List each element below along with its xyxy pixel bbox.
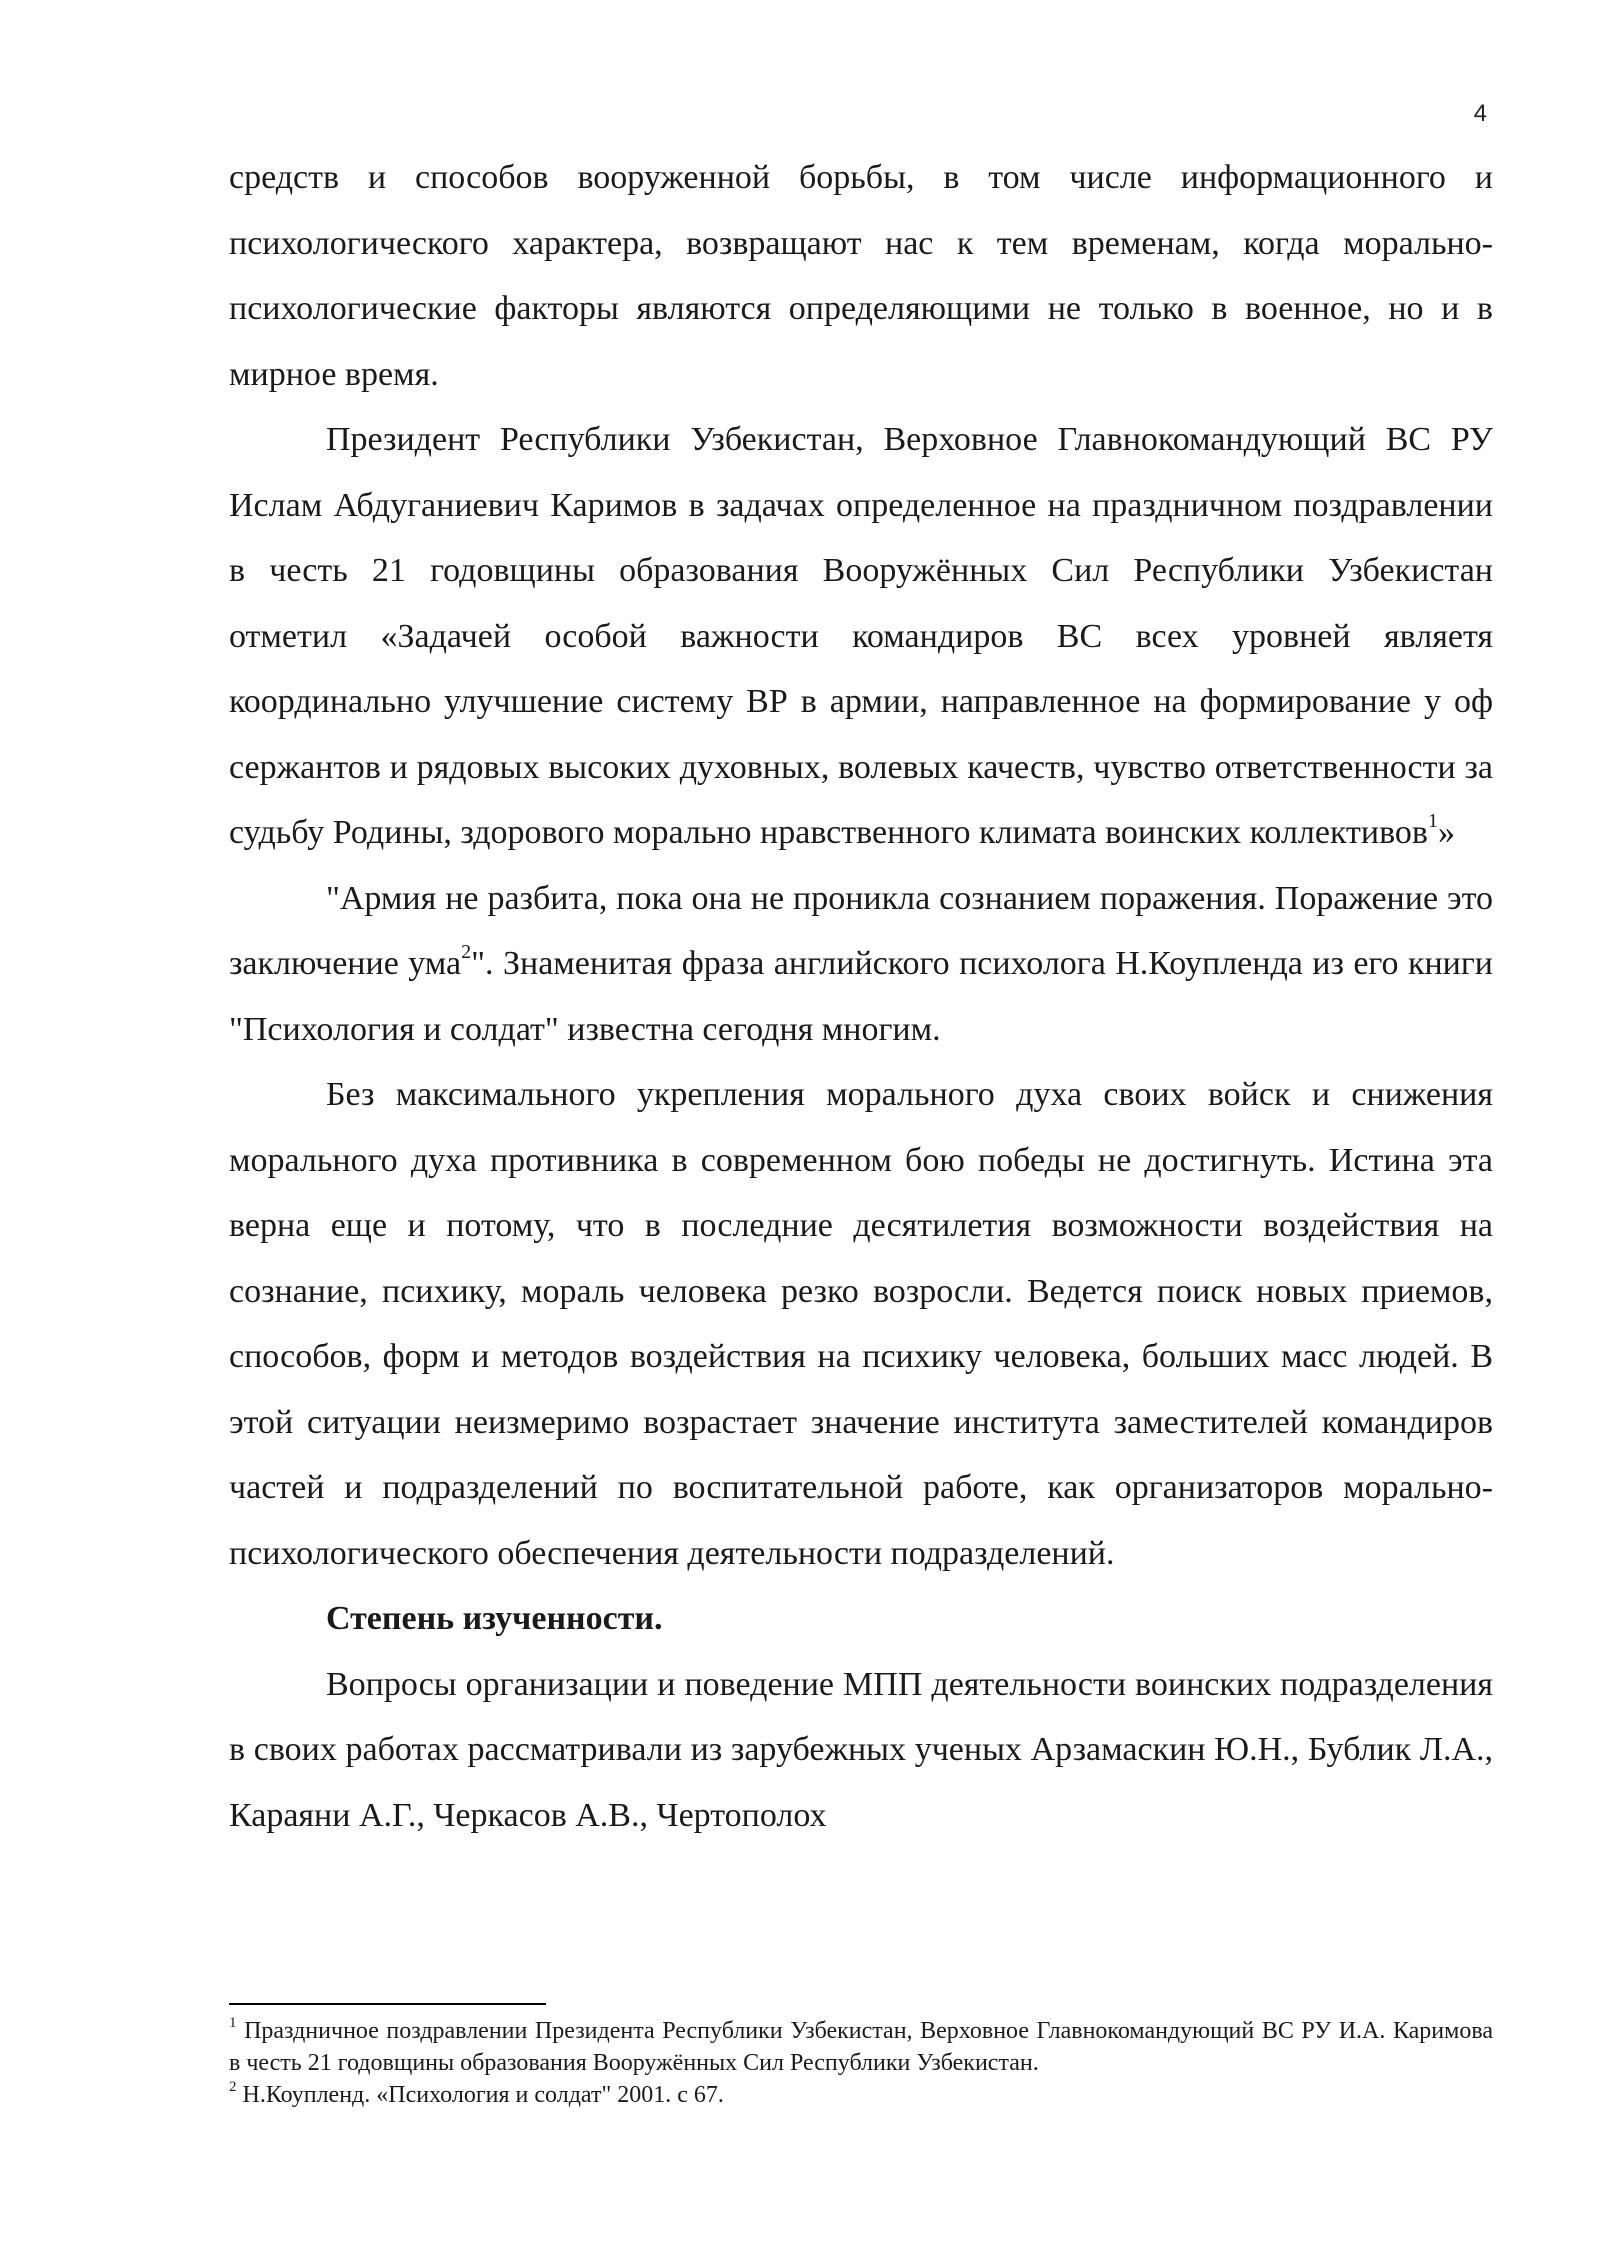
paragraph-2-end: » [1437,814,1455,851]
paragraph-3-end: ". Знаменитая фраза английского психолога Н.Коупленда из его книги "Психология и солдат" известна сегодня многим. [229,945,1494,1048]
paragraph-4: Без максимального укрепления морального духа своих войск и снижения морального духа противника в современном бою победы не достигнуть. Истина эта верна еще и потому, что в последние десятилетия возможности воздействия на сознание, психику, мораль человека резко возросли. Ведется поиск новых приемов, способов, форм и методов воздействия на психику человека, больших масс людей. В этой ситуации неизмеримо возрастает значение института заместителей командиров частей и подразделений по воспитательной работе, как организаторов морально-психологического обеспечения деятельности подразделений. [229,1076,1493,1572]
paragraph-1: средств и способов вооруженной борьбы, в том числе информационного и психологического характера, возвращают нас к тем временам, когда морально-психологические факторы являются определяющими не только в военное, но и в мирное время. [229,159,1493,393]
footnote-2-mark: 2 [229,2079,237,2095]
footnote-1-mark: 1 [229,2015,237,2031]
body-text [229,145,1493,1848]
paragraph-3 [229,866,1493,1063]
footnote-2 [229,2079,1493,2111]
footnote-1-text: Праздничное поздравлении Президента Республики Узбекистан, Верховное Главнокомандующий ВС РУ И.А. Каримова в честь 21 годовщины образования Вооружённых Сил Республики Узбекистан. [229,2018,1493,2076]
footnote-ref-2[interactable]: 2 [461,940,472,963]
page-number: 4 [1473,100,1487,127]
paragraph-3-text: "Армия не разбита, пока она не проникла сознанием поражения. Поражение это заключение ума [229,879,1493,982]
footnote-ref-1[interactable]: 1 [1427,809,1438,832]
footnote-2-text: Н.Коупленд. «Психология и солдат" 2001. с 67. [236,2082,724,2108]
footnote-separator [229,2003,546,2005]
section-heading: Степень изученности. [326,1600,663,1637]
footnote-1 [229,2015,1493,2079]
footnotes [229,2015,1493,2111]
paragraph-2 [229,407,1493,866]
paragraph-2-text: Президент Республики Узбекистан, Верховное Главнокомандующий ВС РУ Ислам Абдуганиевич Каримов в задачах определенное на праздничном поздравлении в честь 21 годовщины образования Вооружённых Сил Республики Узбекистан отметил «Задачей особой важности командиров ВС всех уровней являетя координально улучшение систему ВР в армии, направленное на формирование у оф сержантов и рядовых высоких духовных, волевых качеств, чувство ответственности за судьбу Родины, здорового морально нравственного климата воинских коллективов [229,421,1493,851]
paragraph-5: Вопросы организации и поведение МПП деятельности воинских подразделения в своих работах рассматривали из зарубежных ученых Арзамаскин Ю.Н., Бублик Л.А., Караяни А.Г., Черкасов А.В., Чертополох [229,1665,1493,1834]
